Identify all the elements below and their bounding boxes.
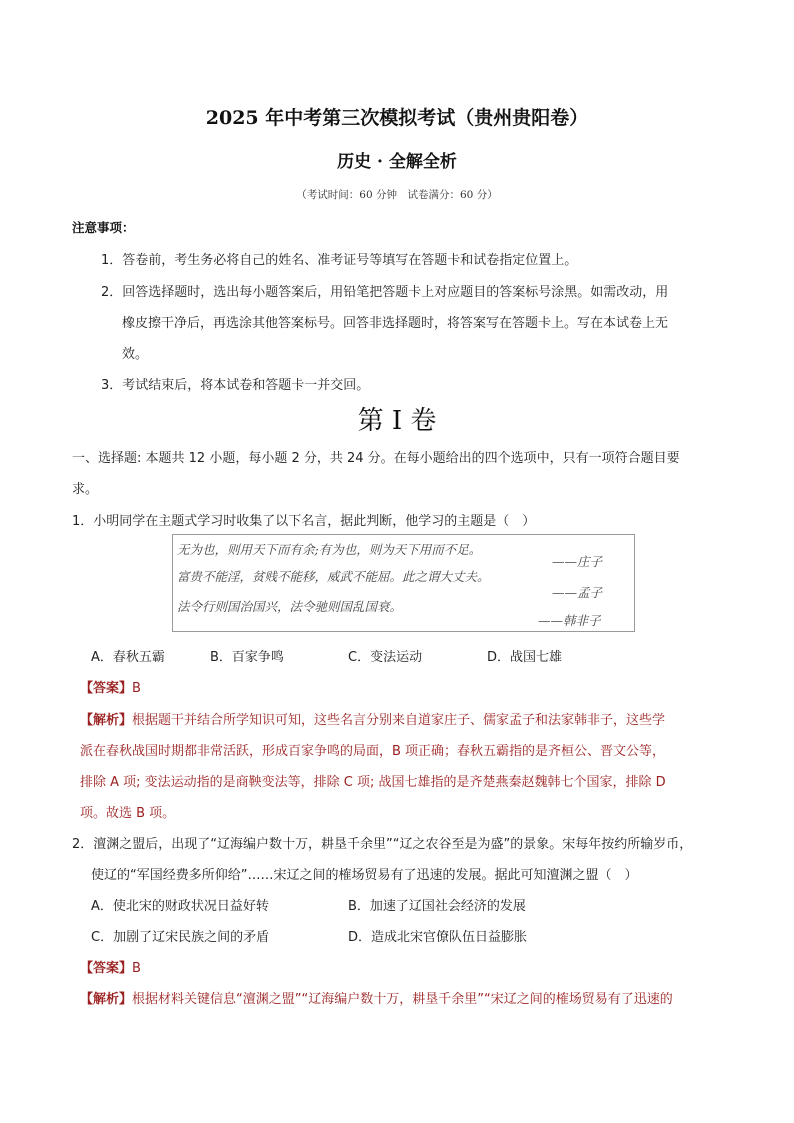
quote-line: 富贵不能淫，贫贱不能移，威武不能屈。此之谓大丈夫。 xyxy=(177,569,490,584)
analysis-line xyxy=(80,988,673,1007)
analysis-label: 【解析】 xyxy=(80,713,133,728)
analysis-text: 排除 A 项; 变法运动指的是商鞅变法等，排除 C 项; 战国七雄指的是齐楚燕秦赵魏韩七个国家，排除 D xyxy=(80,775,666,790)
answer-line xyxy=(80,957,141,976)
notice-item-2-cont: 橡皮擦干净后，再选涂其他答案标号。回答非选择题时，将答案写在答题卡上。写在本试卷上无 xyxy=(122,316,669,331)
exam-title: 2025 年中考第三次模拟考试（贵州贵阳卷） xyxy=(205,107,589,129)
option-a: A．使北宋的财政状况日益好转 xyxy=(91,899,269,914)
answer-value: B xyxy=(132,681,141,696)
quote-line: 无为也，则用天下而有余;有为也，则为天下用而不足。 xyxy=(177,542,482,557)
notice-item-2-end: 效。 xyxy=(122,347,149,362)
option-d: D．造成北宋官僚队伍日益膨胀 xyxy=(348,930,528,945)
exam-time-info: （考试时间：60 分钟 试卷满分：60 分） xyxy=(296,189,498,201)
answer-value: B xyxy=(132,961,141,976)
quote-line: 法令行则国治国兴，法令驰则国乱国衰。 xyxy=(177,599,403,614)
option-a: A．春秋五霸 xyxy=(91,650,165,665)
option-c: C．变法运动 xyxy=(348,650,423,665)
answer-line xyxy=(80,677,141,696)
exam-subtitle: 历史 · 全解全析 xyxy=(337,152,457,172)
quote-author: ——庄子 xyxy=(552,554,603,569)
question-2-stem: 2．澶渊之盟后，出现了“辽海编户数十万，耕垦千余里”“辽之农谷至是为盛”的景象。宋每年按约所输岁币， xyxy=(72,837,693,852)
option-b: B．百家争鸣 xyxy=(210,650,284,665)
analysis-text: 派在春秋战国时期都非常活跃，形成百家争鸣的局面，B 项正确；春秋五霸指的是齐桓公、晋文公等， xyxy=(80,744,666,759)
option-c: C．加剧了辽宋民族之间的矛盾 xyxy=(91,930,270,945)
section-instruction: 一、选择题: 本题共 12 小题，每小题 2 分，共 24 分。在每小题给出的四个选项中，只有一项符合题目要 xyxy=(72,451,680,466)
option-b: B．加速了辽国社会经济的发展 xyxy=(348,899,526,914)
notice-heading: 注意事项： xyxy=(72,220,135,235)
notice-item-1: 1．答卷前，考生务必将自己的姓名、准考证号等填写在答题卡和试卷指定位置上。 xyxy=(101,253,578,268)
section-instruction-end: 求。 xyxy=(72,482,99,497)
notice-item-3: 3．考试结束后，将本试卷和答题卡一并交回。 xyxy=(101,378,370,393)
analysis-text: 根据题干并结合所学知识可知，这些名言分别来自道家庄子、儒家孟子和法家韩非子，这些学 xyxy=(132,713,666,728)
quote-author: ——韩非子 xyxy=(538,613,601,628)
answer-label: 【答案】 xyxy=(80,961,133,976)
analysis-text: 根据材料关键信息“澶渊之盟”“辽海编户数十万，耕垦千余里”“宋辽之间的榷场贸易有了迅速的 xyxy=(132,992,673,1007)
notice-item-2: 2．回答选择题时，选出每小题答案后，用铅笔把答题卡上对应题目的答案标号涂黑。如需改动，用 xyxy=(101,285,669,300)
answer-label: 【答案】 xyxy=(80,681,133,696)
analysis-line xyxy=(80,709,665,728)
volume-heading: 第 I 卷 xyxy=(357,406,437,436)
question-1-stem: 1．小明同学在主题式学习时收集了以下名言，据此判断，他学习的主题是（ ） xyxy=(72,514,536,529)
quote-author: ——孟子 xyxy=(552,585,603,600)
analysis-text: 项。故选 B 项。 xyxy=(80,806,176,821)
option-d: D．战国七雄 xyxy=(487,650,563,665)
analysis-label: 【解析】 xyxy=(80,992,133,1007)
question-2-stem-cont: 使辽的“军国经费多所仰给”……宋辽之间的榷场贸易有了迅速的发展。据此可知澶渊之盟（ ） xyxy=(91,868,638,883)
